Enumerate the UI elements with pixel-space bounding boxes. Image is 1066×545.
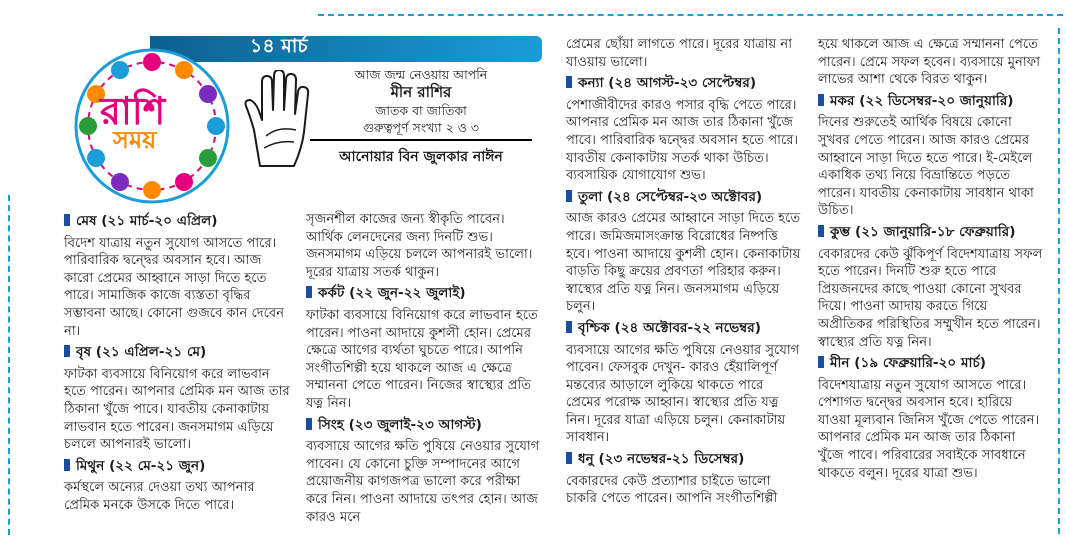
born-sign-text: মীন রাশির (390, 83, 452, 101)
heading-marker (818, 94, 824, 106)
sign-text: বেকারদের কেউ প্রত্যাশার চাইতে ভালো চাকরি পেতে পারেন। আপনি সংগীতশিল্পী (566, 473, 778, 507)
sign-heading: মীন (১৯ ফেব্রুয়ারি-২০ মার্চ) (818, 355, 1044, 373)
sign-heading: কর্কট (২২ জুন-২২ জুলাই) (306, 285, 544, 303)
heading-marker (64, 214, 70, 226)
top-dashed-border (318, 14, 1063, 16)
heading-marker (566, 190, 572, 202)
sign-heading: ধনু (২৩ নভেম্বর-২১ ডিসেম্বর) (566, 451, 802, 469)
left-dashed-border (8, 195, 10, 535)
born-subtitle: জাতক বা জাতিকা (375, 103, 467, 118)
sign-text: বিদেশ যাত্রায় নতুন সুযোগ আসতে পারে। পারিবারিক দ্বন্দ্বের অবসান হবে। আজ কারো প্রেমের আহ্বানে সাড়া দিতে হতে পারে। সামাজিক কাজে ব্যস্ততা বৃদ্ধির সম্ভাবনা আছে। কোনো গুজবে কান দেবেন না। (64, 235, 285, 339)
heading-marker (306, 418, 312, 430)
born-today-text: আজ জন্ম নেওয়ায় আপনি (354, 67, 488, 82)
heading-marker (566, 76, 572, 88)
sign-heading: বৃশ্চিক (২৪ অক্টোবর-২২ নভেম্বর) (566, 320, 802, 338)
sign-heading: কুম্ভ (২১ জানুয়ারি-১৮ ফেব্রুয়ারি) (818, 224, 1044, 242)
author-name: আনোয়ার বিন জুলকার নাঈন (339, 149, 503, 165)
column-2 (306, 211, 544, 530)
heading-marker (64, 459, 70, 471)
sign-text: সৃজনশীল কাজের জন্য স্বীকৃতি পাবেন। আর্থিক লেনদেনের জন্য দিনটি শুভ। জনসমাগম এড়িয়ে চললে আপনারই ভালো। দূরের যাত্রায় সতর্ক থাকুন। (306, 212, 533, 280)
divider (310, 139, 532, 141)
heading-marker (566, 452, 572, 464)
important-numbers: গুরুত্বপূর্ণ সংখ্যা ২ ও ৩ (362, 120, 480, 135)
sign-heading: সিংহ (২৩ জুলাই-২৩ আগস্ট) (306, 417, 544, 435)
column-3 (566, 36, 802, 512)
sign-text: বিদেশযাত্রায় নতুন সুযোগ আসতে পারে। পেশাগত দ্বন্দ্বের অবসান হবে। হারিয়ে যাওয়া মূল্যবান জিনিস খুঁজে পেতে পারেন। আপনার প্রেমিক মন আজ তার ঠিকানা খুঁজে পাবে। পরিবারের সবাইকে সাবধানে থাকতে বলুন। দূরের যাত্রা শুভ। (818, 377, 1040, 481)
sign-text: ব্যবসায়ে আগের ক্ষতি পুষিয়ে নেওয়ার সুযোগ পাবেন। যে কোনো চুক্তি সম্পাদনের আগে প্রয়োজনীয় কাগজপত্র ভালো করে পরীক্ষা করে নিন। পাওনা আদায়ে তৎপর হোন। আজ কারও মনে (306, 439, 540, 525)
heading-marker (818, 225, 824, 237)
right-dashed-border (1058, 28, 1060, 534)
sign-text: দিনের শুরুতেই আর্থিক বিষয়ে কোনো সুখবর পেতে পারেন। আজ কারও প্রেমের আহ্বানে সাড়া দিতে হতে পারে। ই-মেইলে একাধিক তথ্য নিয়ে বিভ্রান্তিতে পড়তে পারেন। যাবতীয় কেনাকাটায় সাবধান থাকা উচিত। (818, 115, 1034, 219)
logo-rashi: রাশি (100, 89, 166, 133)
column-1 (64, 209, 292, 519)
sign-heading: তুলা (২৪ সেপ্টেম্বর-২৩ অক্টোবর) (566, 189, 802, 207)
date-label: ১৪ মার্চ (250, 35, 308, 57)
sign-text: বেকারদের কেউ ঝুঁকিপূর্ণ বিদেশযাত্রায় সফল হতে পারেন। দিনটি শুরু হতে পারে প্রিয়জনদের কাছে পাওয়া কোনো সুখবর দিয়ে। পাওনা আদায় করতে গিয়ে অপ্রীতিকর পরিস্থিতির সম্মুখীন হতে পারেন। স্বাস্থ্যের প্রতি যত্ন নিন। (818, 246, 1043, 350)
sign-text: আজ কারও প্রেমের আহ্বানে সাড়া দিতে হতে পারে। জমিজমাসংক্রান্ত বিরোধের নিষ্পত্তি হবে। পাওনা আদায়ে কুশলী হোন। কেনাকাটায় বাড়তি কিছু ক্রয়ের প্রবণতা পরিহার করুন। স্বাস্থ্যের প্রতি যত্ন নিন। জনসমাগম এড়িয়ে চলুন। (566, 211, 801, 315)
sign-heading: মকর (২২ ডিসেম্বর-২০ জানুয়ারি) (818, 93, 1044, 111)
heading-marker (818, 356, 824, 368)
sign-text: হয়ে থাকলে আজ এ ক্ষেত্রে সম্মাননা পেতে পারেন। প্রেমে সফল হবেন। ব্যবসায়ে মুনাফা লাভের আশা থেকে বিরত থাকুন। (818, 37, 1041, 88)
sign-text: কর্মস্থলে অন্যের দেওয়া তথ্য আপনার প্রেমিক মনকে উসকে দিতে পারে। (64, 480, 255, 513)
logo-somoy: সময় (113, 126, 157, 154)
sign-heading: মিথুন (২২ মে-২১ জুন) (64, 458, 292, 476)
sign-text: ব্যবসায়ে আগের ক্ষতি পুষিয়ে নেওয়ার সুযোগ পাবেন। ফেসবুক দেখুন- কারও হেঁয়ালিপূর্ণ মন্তব্যের আড়ালে লুকিয়ে থাকতে পারে প্রেমের পরোক্ষ আহ্বান। স্বাস্থ্যের প্রতি যত্ন নিন। দূরের যাত্রা এড়িয়ে চলুন। কেনাকাটায় সাবধান। (566, 342, 800, 446)
heading-marker (306, 286, 312, 298)
sign-heading: মেষ (২১ মার্চ-২০ এপ্রিল) (64, 213, 292, 231)
heading-marker (566, 321, 572, 333)
birth-info-block (306, 66, 536, 169)
sign-text: ফাটকা ব্যবসায়ে বিনিয়োগ করে লাভবান হতে পারেন। পাওনা আদায়ে কুশলী হোন। প্রেমের ক্ষেত্রে আগের ব্যর্থতা ঘুচতে পারে। আপনি সংগীতশিল্পী হয়ে থাকলে আজ এ ক্ষেত্রে সম্মাননা পেতে পারেন। নিজের স্বাস্থ্যের প্রতি যত্ন নিন। (306, 307, 538, 411)
column-4 (818, 36, 1044, 486)
sign-heading: বৃষ (২১ এপ্রিল-২১ মে) (64, 344, 292, 362)
sign-text: পেশাজীবীদের কারও পসার বৃদ্ধি পেতে পারে। আপনার প্রেমিক মন আজ তার ঠিকানা খুঁজে পাবে। পারিবারিক দ্বন্দ্বের অবসান হতে পারে। যাবতীয় কেনাকাটায় সতর্ক থাকা উচিত। ব্যবসায়িক যোগাযোগ শুভ। (566, 97, 799, 184)
sign-text: প্রেমের ছোঁয়া লাগতে পারে। দূরের যাত্রায় না যাওয়ায় ভালো। (566, 37, 793, 70)
heading-marker (64, 345, 70, 357)
sign-text: ফাটকা ব্যবসায়ে বিনিয়োগ করে লাভবান হতে পারেন। আপনার প্রেমিক মন আজ তার ঠিকানা খুঁজে পাবে। যাবতীয় কেনাকাটায় লাভবান হতে পারেন। জনসমাগম এড়িয়ে চললে আপনারই ভালো। (64, 366, 290, 453)
sign-heading: কন্যা (২৪ আগস্ট-২৩ সেপ্টেম্বর) (566, 75, 802, 93)
